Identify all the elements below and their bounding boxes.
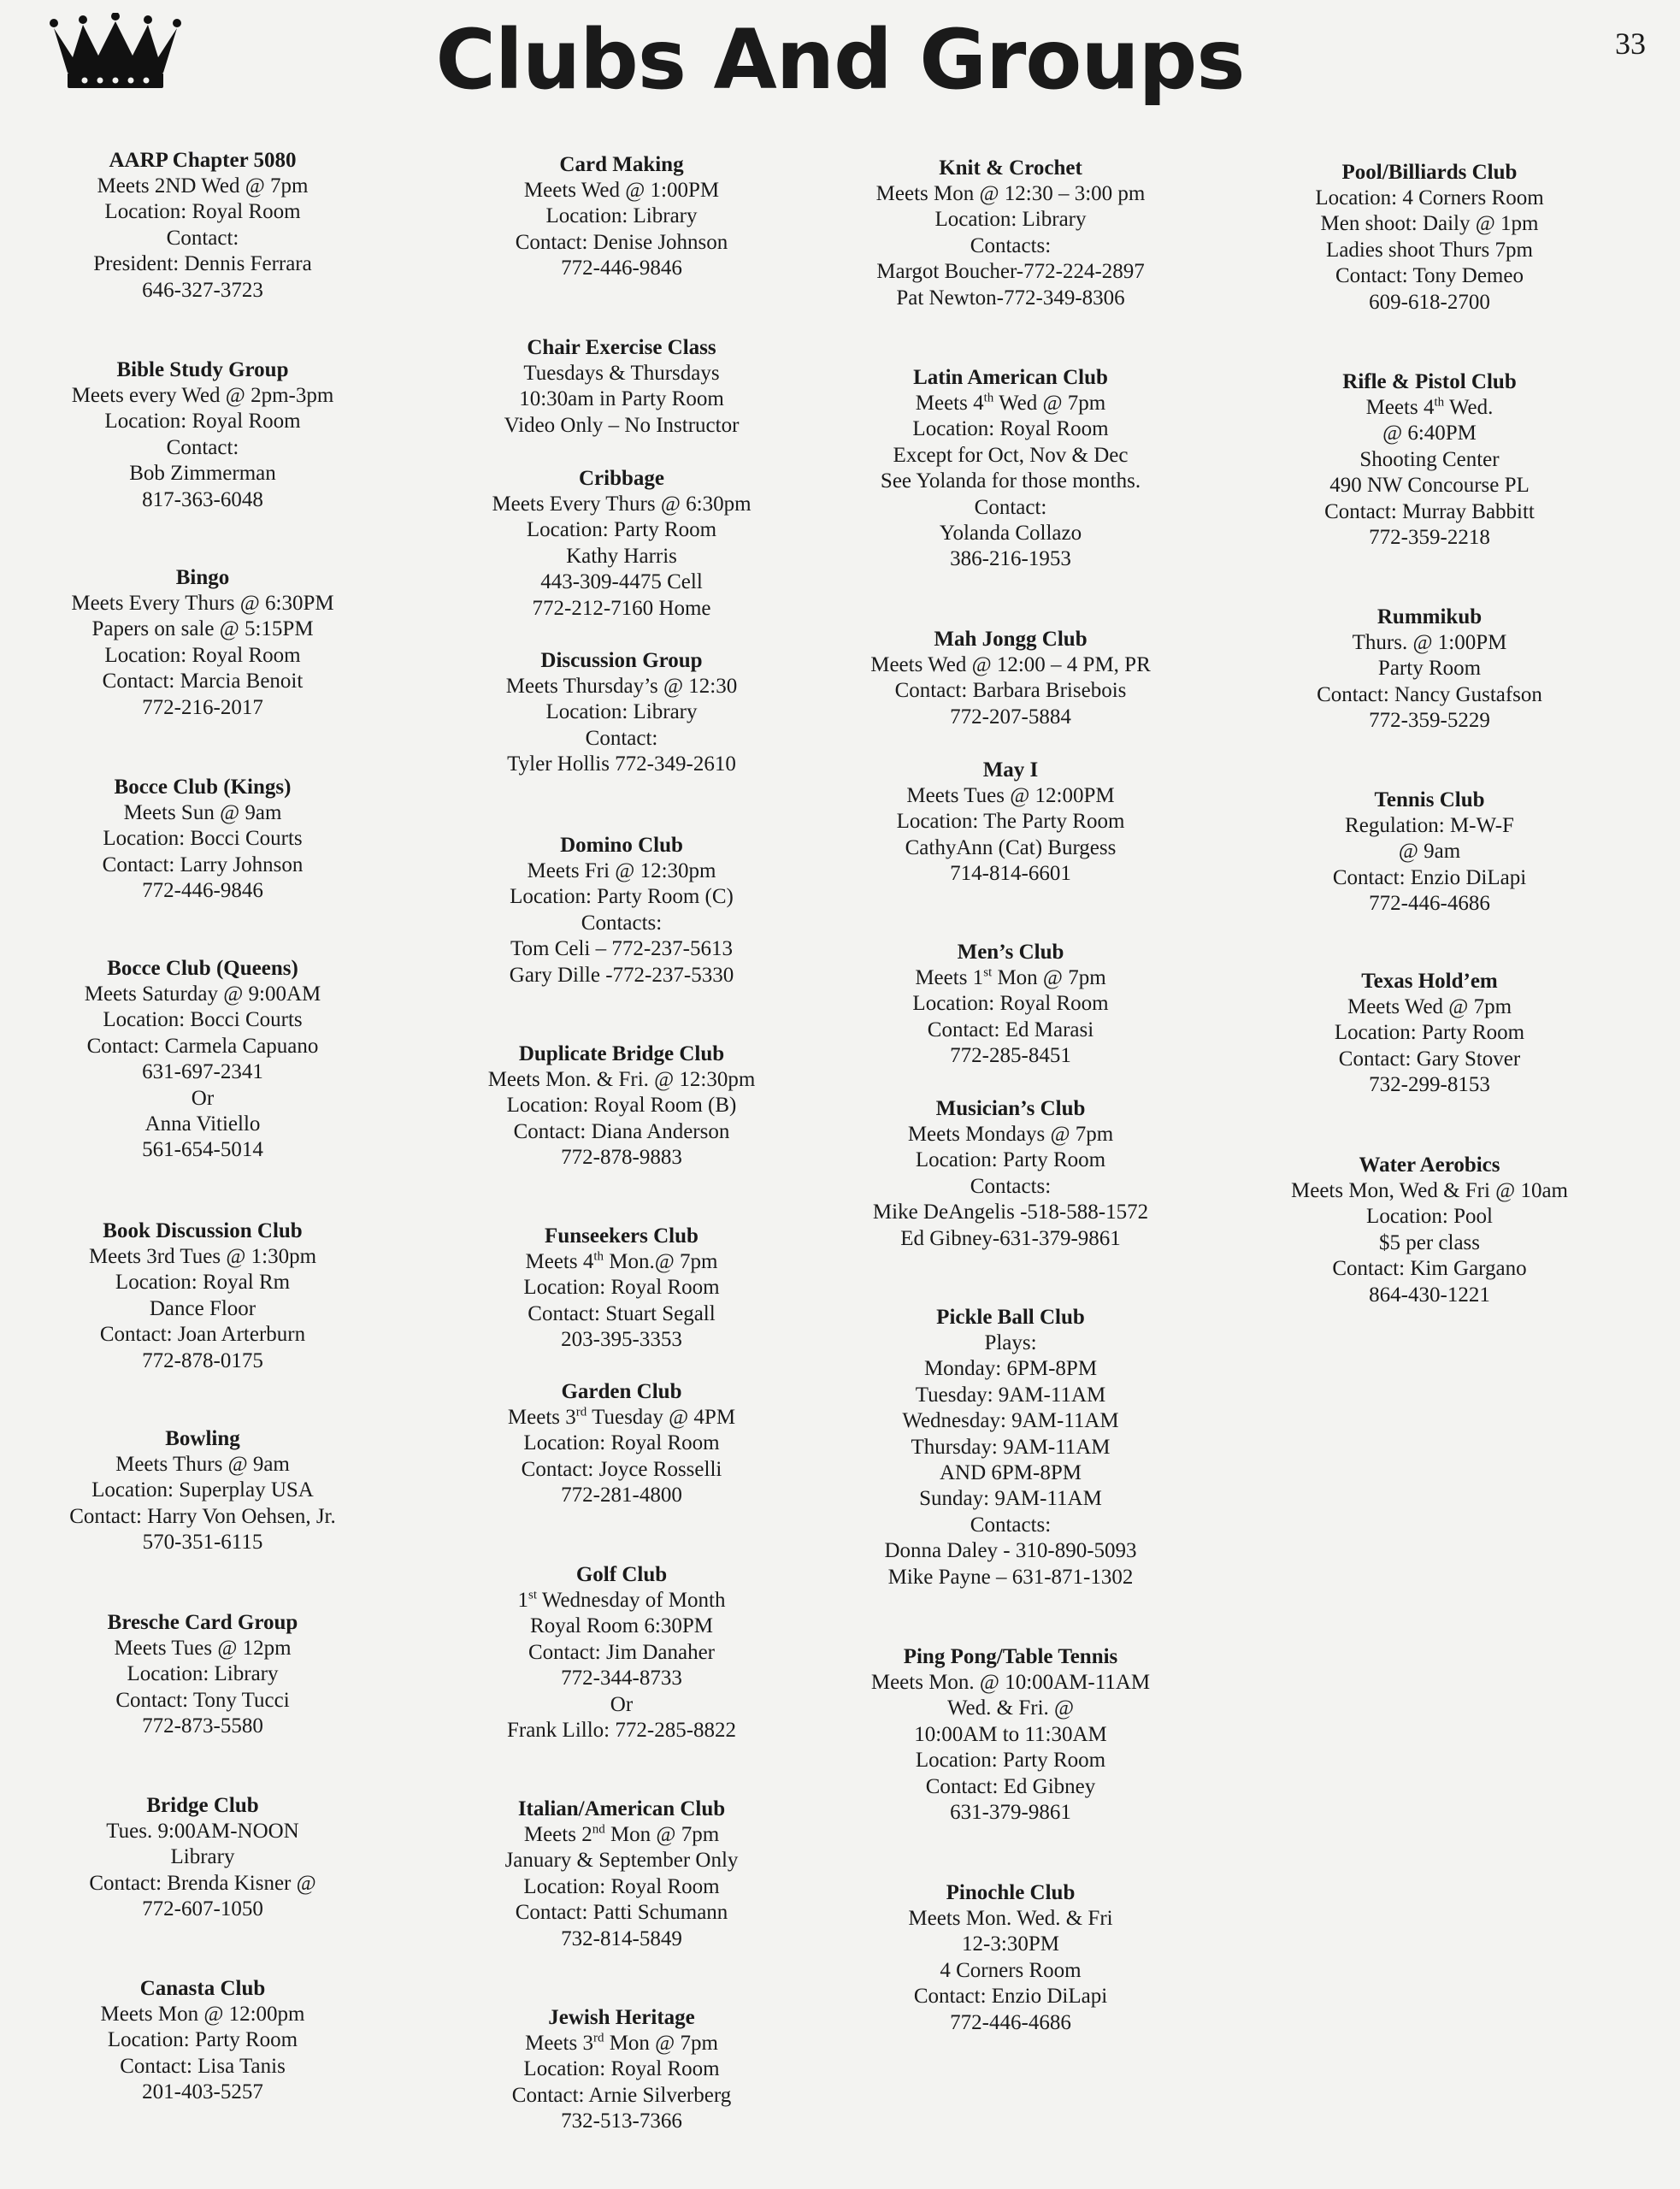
club-detail: 201-403-5257 <box>142 2080 263 2104</box>
club-detail: Location: Party Room <box>1334 1021 1525 1045</box>
club-entry <box>421 1797 822 1952</box>
club-detail: Meets Thurs @ 9am <box>115 1453 290 1476</box>
club-entry <box>1229 160 1630 316</box>
club-detail: Meets Mon @ 12:00pm <box>100 2003 305 2026</box>
club-name: Bresche Card Group <box>107 1611 298 1634</box>
club-detail: Location: 4 Corners Room <box>1315 186 1544 209</box>
club-detail: Meets Tues @ 12pm <box>114 1637 292 1660</box>
club-name: Mah Jongg Club <box>934 628 1088 651</box>
club-detail: Meets 4th Wed. <box>1365 395 1494 419</box>
club-detail: 772-216-2017 <box>142 695 263 719</box>
club-detail: 772-878-0175 <box>142 1348 263 1372</box>
club-detail: Bob Zimmerman <box>129 462 276 486</box>
club-detail: 772-607-1050 <box>142 1897 263 1921</box>
club-entry <box>421 152 822 282</box>
club-detail: 631-379-9861 <box>950 1801 1071 1825</box>
club-entry <box>2 1426 404 1556</box>
club-name: Water Aerobics <box>1359 1154 1500 1177</box>
club-detail: Yolanda Collazo <box>939 522 1082 546</box>
club-detail: Contact: Joan Arterburn <box>99 1323 306 1347</box>
club-detail: Contact: Nancy Gustafson <box>1317 682 1542 706</box>
club-detail: Contacts: <box>970 233 1052 257</box>
club-detail: Except for Oct, Nov & Dec <box>893 443 1129 467</box>
club-detail: Contact: Arnie Silverberg <box>511 2083 732 2107</box>
club-detail: 1st Wednesday of Month <box>517 1588 726 1612</box>
club-detail: Contact: Jim Danaher <box>528 1640 715 1664</box>
club-detail: Meets Sun @ 9am <box>123 801 282 824</box>
club-detail: Meets Mondays @ 7pm <box>907 1123 1114 1146</box>
club-name: Canasta Club <box>139 1977 266 2000</box>
club-name: Musician’s Club <box>935 1097 1086 1120</box>
club-detail: Meets every Wed @ 2pm-3pm <box>71 384 334 407</box>
club-name: Latin American Club <box>913 366 1108 389</box>
club-entry <box>810 940 1211 1070</box>
club-detail: Contacts: <box>581 911 663 935</box>
club-detail: Pat Newton-772-349-8306 <box>896 286 1125 310</box>
club-detail: 490 NW Concourse PL <box>1329 474 1530 498</box>
club-detail: Thurs. @ 1:00PM <box>1352 631 1507 654</box>
club-name: Ping Pong/Table Tennis <box>903 1645 1118 1668</box>
club-detail: 570-351-6115 <box>142 1531 263 1555</box>
club-detail: Meets Saturday @ 9:00AM <box>84 982 321 1006</box>
club-detail: 772-446-4686 <box>1369 892 1490 916</box>
club-entry <box>1229 369 1630 551</box>
club-entry <box>421 648 822 778</box>
club-detail: Contact: Lisa Tanis <box>120 2054 286 2078</box>
page-title: Clubs And Groups <box>435 12 1245 108</box>
club-detail: Contact: Ed Gibney <box>925 1774 1096 1798</box>
club-name: May I <box>982 758 1039 782</box>
club-detail: Meets Every Thurs @ 6:30pm <box>492 493 752 516</box>
club-detail: Contact: Marcia Benoit <box>102 670 304 693</box>
club-detail: Location: Royal Room <box>523 2057 720 2081</box>
club-detail: President: Dennis Ferrara <box>93 252 312 276</box>
club-detail: 772-281-4800 <box>561 1484 682 1508</box>
club-detail: Papers on sale @ 5:15PM <box>91 617 314 641</box>
club-detail: CathyAnn (Cat) Burgess <box>905 835 1117 859</box>
club-detail: Meets 2nd Mon @ 7pm <box>523 1822 720 1846</box>
club-detail: Location: Party Room <box>915 1148 1106 1172</box>
club-detail: @ 6:40PM <box>1382 422 1477 445</box>
club-name: Men’s Club <box>957 941 1064 964</box>
club-detail: Margot Boucher-772-224-2897 <box>876 260 1145 284</box>
club-detail: Location: Royal Room <box>523 1431 720 1455</box>
club-entry <box>1229 1153 1630 1308</box>
club-detail: 772-359-5229 <box>1369 709 1490 733</box>
club-detail: Gary Dille -772-237-5330 <box>509 963 734 987</box>
club-entry <box>421 335 822 439</box>
club-detail: Contact: <box>166 435 239 459</box>
club-detail: Location: Bocci Courts <box>103 827 303 851</box>
club-detail: Anna Vitiello <box>144 1112 261 1136</box>
club-entry <box>2 148 404 304</box>
club-name: Bridge Club <box>146 1794 259 1817</box>
club-detail: Contact: Ed Marasi <box>927 1018 1094 1041</box>
club-detail: Ed Gibney-631-379-9861 <box>900 1226 1121 1250</box>
club-detail: Meets 2ND Wed @ 7pm <box>97 174 309 198</box>
club-entry <box>2 775 404 905</box>
club-detail: Men shoot: Daily @ 1pm <box>1320 212 1539 236</box>
club-detail: Location: The Party Room <box>896 810 1125 834</box>
club-detail: 10:00AM to 11:30AM <box>914 1722 1107 1746</box>
club-detail: Tom Celi – 772-237-5613 <box>510 937 734 961</box>
club-detail: Library <box>170 1845 235 1869</box>
club-detail: Location: Royal Room <box>523 1874 720 1898</box>
club-entry <box>2 1976 404 2106</box>
club-detail: Location: Library <box>127 1662 279 1686</box>
club-detail: Meets Wed @ 7pm <box>1347 995 1512 1018</box>
club-name: Bocce Club (Kings) <box>114 776 292 799</box>
club-detail: Contact: Diana Anderson <box>513 1119 730 1143</box>
club-entry <box>2 956 404 1164</box>
club-detail: Location: Royal Room <box>104 643 301 667</box>
club-name: Duplicate Bridge Club <box>518 1042 725 1065</box>
club-entry <box>810 156 1211 311</box>
club-name: Pickle Ball Club <box>936 1306 1085 1329</box>
club-entry <box>810 758 1211 888</box>
club-detail: Meets Wed @ 1:00PM <box>523 179 720 202</box>
club-detail: 772-344-8733 <box>561 1667 682 1690</box>
club-name: Rummikub <box>1376 605 1483 628</box>
club-name: Pool/Billiards Club <box>1341 161 1518 184</box>
club-entry <box>810 365 1211 573</box>
club-detail: 732-513-7366 <box>561 2109 682 2133</box>
club-name: Bowling <box>165 1427 240 1450</box>
club-entry <box>1229 788 1630 917</box>
club-detail: 609-618-2700 <box>1369 290 1490 314</box>
club-name: Funseekers Club <box>545 1224 699 1248</box>
club-entry <box>810 627 1211 730</box>
club-detail: 732-299-8153 <box>1369 1073 1490 1097</box>
club-detail: Dance Floor <box>149 1296 256 1320</box>
club-detail: 772-207-5884 <box>950 705 1071 729</box>
club-detail: Contact: Barbara Brisebois <box>894 679 1127 703</box>
club-detail: Location: Royal Rm <box>115 1271 291 1295</box>
club-detail: 203-395-3353 <box>561 1328 682 1352</box>
club-detail: Contacts: <box>970 1174 1052 1198</box>
club-detail: Location: Party Room <box>107 2028 298 2052</box>
club-detail: Donna Daley - 310-890-5093 <box>884 1539 1137 1563</box>
club-detail: Monday: 6PM-8PM <box>923 1357 1098 1381</box>
club-name: Cribbage <box>579 467 664 490</box>
club-entry <box>2 565 404 721</box>
club-detail: @ 9am <box>1398 840 1461 864</box>
club-detail: Contact: <box>166 226 239 250</box>
club-detail: Sunday: 9AM-11AM <box>919 1487 1102 1511</box>
club-entry <box>421 1041 822 1171</box>
club-detail: Tues. 9:00AM-NOON <box>106 1820 299 1843</box>
club-detail: Contact: Brenda Kisner @ <box>89 1871 316 1895</box>
club-entry <box>810 1305 1211 1590</box>
club-detail: Tuesday: 9AM-11AM <box>915 1383 1106 1407</box>
club-detail: Shooting Center <box>1359 447 1500 471</box>
club-detail: 631-697-2341 <box>142 1060 263 1084</box>
club-entry <box>2 1218 404 1374</box>
club-entry <box>810 1096 1211 1252</box>
club-detail: Meets Wed @ 12:00 – 4 PM, PR <box>870 653 1151 676</box>
club-detail: Meets 4th Wed @ 7pm <box>915 391 1106 415</box>
club-detail: Kathy Harris <box>566 544 677 568</box>
club-detail: 12-3:30PM <box>962 1932 1059 1956</box>
club-detail: Plays: <box>984 1331 1037 1354</box>
club-name: Bocce Club (Queens) <box>107 957 298 980</box>
club-name: Discussion Group <box>540 649 703 672</box>
club-detail: 772-446-9846 <box>561 257 682 280</box>
club-entry <box>2 357 404 513</box>
club-detail: See Yolanda for those months. <box>880 469 1141 493</box>
club-detail: Meets 3rd Mon @ 7pm <box>525 2031 718 2055</box>
club-detail: Contact: Stuart Segall <box>528 1301 716 1325</box>
club-detail: Location: Party Room <box>526 518 717 542</box>
club-detail: Tuesdays & Thursdays <box>523 362 720 385</box>
club-name: Garden Club <box>561 1380 682 1403</box>
club-entry <box>421 833 822 988</box>
club-detail: Location: Library <box>545 204 698 228</box>
club-detail: Meets Mon. Wed. & Fri <box>908 1907 1113 1930</box>
club-detail: Or <box>610 1692 634 1716</box>
club-detail: Location: Library <box>934 208 1087 232</box>
club-entry <box>421 1224 822 1354</box>
club-detail: Regulation: M-W-F <box>1345 814 1514 837</box>
club-detail: Location: Royal Room <box>912 992 1109 1016</box>
club-entry <box>1229 969 1630 1099</box>
club-detail: 561-654-5014 <box>142 1138 263 1162</box>
club-detail: 4 Corners Room <box>940 1958 1082 1982</box>
club-detail: Contact: Kim Gargano <box>1332 1257 1527 1281</box>
club-detail: Location: Party Room <box>915 1749 1106 1773</box>
club-name: Tennis Club <box>1374 788 1485 811</box>
club-name: Texas Hold’em <box>1361 970 1498 993</box>
club-detail: Contact: Enzio DiLapi <box>913 1985 1108 2009</box>
club-detail: Meets Fri @ 12:30pm <box>527 859 716 882</box>
club-name: Card Making <box>559 153 684 176</box>
club-detail: 386-216-1953 <box>950 547 1071 571</box>
club-detail: Contact: Patti Schumann <box>515 1901 728 1925</box>
club-detail: January & September Only <box>504 1849 739 1873</box>
page-number: 33 <box>1615 27 1646 61</box>
club-detail: 732-814-5849 <box>561 1926 682 1950</box>
club-detail: Ladies shoot Thurs 7pm <box>1326 238 1533 262</box>
club-detail: 772-212-7160 Home <box>532 596 711 620</box>
club-detail: Location: Royal Room <box>523 1276 720 1300</box>
club-entry <box>2 1793 404 1923</box>
club-detail: Location: Superplay USA <box>91 1478 314 1502</box>
club-detail: 646-327-3723 <box>142 278 263 302</box>
club-detail: Contact: Harry Von Oehsen, Jr. <box>69 1504 336 1528</box>
club-detail: 772-446-9846 <box>142 879 263 903</box>
club-entry <box>810 1880 1211 2036</box>
club-detail: Location: Library <box>545 700 698 724</box>
club-entry <box>1229 605 1630 735</box>
club-detail: Contact: Tony Demeo <box>1335 264 1524 288</box>
club-name: Rifle & Pistol Club <box>1342 370 1517 393</box>
club-detail: Wednesday: 9AM-11AM <box>902 1409 1119 1433</box>
club-detail: Royal Room 6:30PM <box>530 1614 713 1638</box>
club-name: Golf Club <box>575 1563 668 1586</box>
club-detail: 772-878-9883 <box>561 1146 682 1170</box>
club-detail: 714-814-6601 <box>950 862 1071 886</box>
club-entry <box>810 1644 1211 1826</box>
club-name: Bible Study Group <box>116 358 289 381</box>
club-detail: Contact: Joyce Rosselli <box>521 1457 722 1481</box>
club-detail: Meets 4th Mon.@ 7pm <box>525 1249 718 1273</box>
club-detail: Meets Thursday’s @ 12:30 <box>505 675 738 698</box>
club-detail: Contact: Carmela Capuano <box>86 1034 319 1058</box>
club-detail: Or <box>191 1086 215 1110</box>
club-detail: Contact: Larry Johnson <box>102 853 304 876</box>
club-detail: Frank Lillo: 772-285-8822 <box>506 1719 737 1743</box>
club-detail: Thursday: 9AM-11AM <box>911 1435 1111 1459</box>
club-detail: Meets 1st Mon @ 7pm <box>915 965 1106 989</box>
club-detail: AND 6PM-8PM <box>939 1461 1082 1485</box>
club-detail: 772-446-4686 <box>950 2010 1071 2034</box>
club-detail: Meets Tues @ 12:00PM <box>906 784 1115 807</box>
club-detail: Contact: Murray Babbitt <box>1324 499 1535 523</box>
club-detail: Location: Pool <box>1366 1205 1493 1229</box>
club-detail: Wed. & Fri. @ <box>946 1696 1075 1720</box>
club-name: Chair Exercise Class <box>527 336 716 359</box>
club-detail: Location: Royal Room <box>912 417 1109 441</box>
club-name: Pinochle Club <box>946 1881 1076 1904</box>
club-detail: 772-285-8451 <box>950 1044 1071 1068</box>
club-detail: 817-363-6048 <box>142 487 263 511</box>
club-detail: 772-359-2218 <box>1369 526 1490 550</box>
club-detail: Meets Mon, Wed & Fri @ 10am <box>1291 1179 1568 1202</box>
club-detail: Meets Mon. & Fri. @ 12:30pm <box>487 1068 756 1091</box>
club-name: Domino Club <box>560 834 683 857</box>
club-detail: Video Only – No Instructor <box>504 413 740 437</box>
club-name: Bingo <box>175 566 230 589</box>
club-detail: Mike DeAngelis -518-588-1572 <box>872 1201 1149 1224</box>
club-entry <box>421 1562 822 1744</box>
club-detail: Contact: Tony Tucci <box>115 1688 290 1712</box>
club-detail: 864-430-1221 <box>1369 1283 1490 1307</box>
club-entry <box>421 1379 822 1509</box>
club-name: Italian/American Club <box>517 1797 726 1820</box>
club-detail: 772-873-5580 <box>142 1714 263 1738</box>
club-detail: Contact: <box>585 726 658 750</box>
club-name: AARP Chapter 5080 <box>109 149 297 172</box>
club-detail: Contact: Denise Johnson <box>515 230 728 254</box>
club-name: Knit & Crochet <box>939 156 1082 180</box>
club-detail: Location: Royal Room (B) <box>506 1094 737 1118</box>
club-detail: 443-309-4475 Cell <box>540 570 703 594</box>
club-detail: Meets Mon. @ 10:00AM-11AM <box>870 1671 1151 1694</box>
club-detail: Location: Royal Room <box>104 200 301 224</box>
club-detail: Meets Every Thurs @ 6:30PM <box>71 592 334 615</box>
club-detail: Tyler Hollis 772-349-2610 <box>507 752 736 776</box>
club-detail: Location: Bocci Courts <box>103 1008 303 1032</box>
club-detail: Location: Royal Room <box>104 410 301 434</box>
club-detail: Party Room <box>1377 657 1482 681</box>
club-detail: Meets 3rd Tues @ 1:30pm <box>88 1245 317 1268</box>
club-detail: 10:30am in Party Room <box>519 387 724 411</box>
club-entry <box>421 466 822 622</box>
club-name: Jewish Heritage <box>548 2006 695 2029</box>
club-entry <box>421 2005 822 2135</box>
club-detail: Meets Mon @ 12:30 – 3:00 pm <box>875 182 1146 205</box>
club-detail: Mike Payne – 631-871-1302 <box>887 1565 1134 1589</box>
club-name: Book Discussion Club <box>103 1219 303 1242</box>
club-entry <box>2 1610 404 1740</box>
club-detail: Contacts: <box>970 1513 1052 1537</box>
club-detail: Contact: Enzio DiLapi <box>1332 865 1527 889</box>
club-detail: Meets 3rd Tuesday @ 4PM <box>507 1405 736 1429</box>
club-detail: $5 per class <box>1378 1230 1481 1254</box>
club-detail: Contact: <box>974 495 1047 519</box>
club-detail: Location: Party Room (C) <box>510 885 734 909</box>
club-detail: Contact: Gary Stover <box>1338 1047 1521 1071</box>
